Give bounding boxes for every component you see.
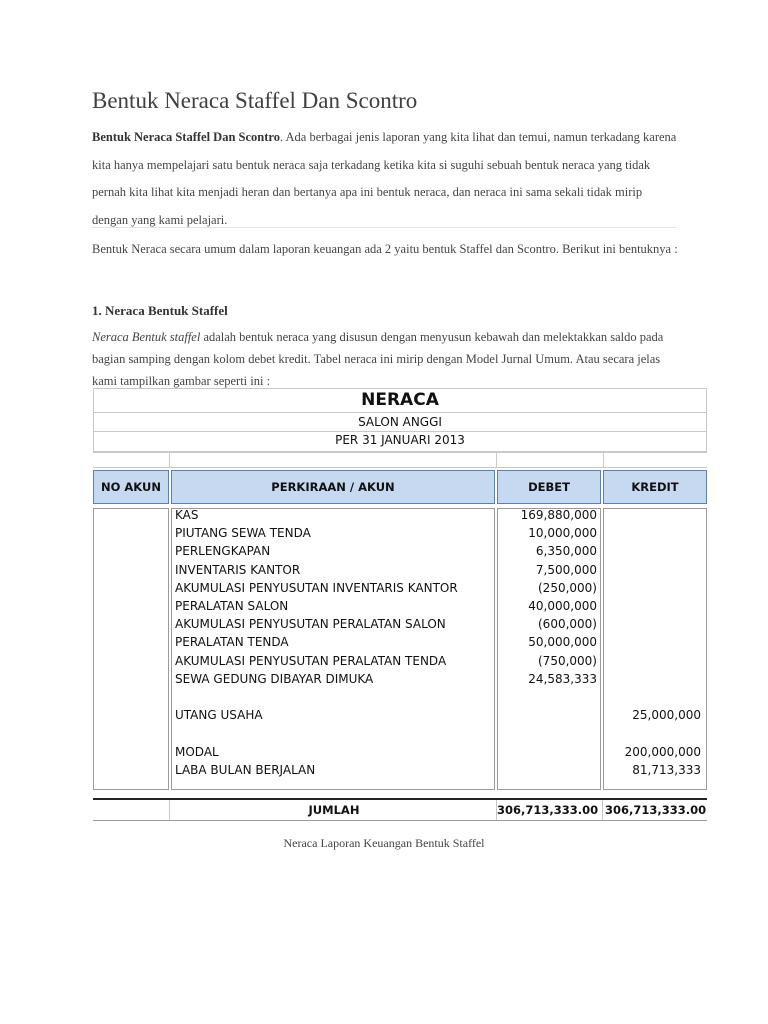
col-header-debet: DEBET (497, 470, 601, 504)
account-name (175, 724, 493, 742)
divider (92, 227, 676, 228)
account-name: PIUTANG SEWA TENDA (175, 526, 311, 541)
debet-value: (250,000) (538, 580, 597, 595)
spacer-gridline (93, 452, 707, 453)
debet-value: 50,000,000 (528, 635, 597, 650)
account-name: PERLENGKAPAN (175, 544, 271, 559)
table-row (93, 706, 707, 724)
debet-value (497, 706, 597, 724)
balance-sheet-image (93, 388, 707, 818)
kredit-value (605, 506, 701, 524)
total-kredit: 306,713,333.00 (605, 803, 707, 817)
paragraph-3-italic-lead: Neraca Bentuk staffel (92, 330, 201, 344)
table-row (93, 688, 707, 706)
account-name: PERALATAN SALON (175, 599, 289, 613)
account-name: AKUMULASI PENYUSUTAN INVENTARIS KANTOR (175, 580, 458, 595)
total-gridline (602, 800, 603, 820)
table-row (93, 524, 707, 542)
account-name (175, 688, 493, 706)
paragraph-2: Bentuk Neraca secara umum dalam laporan keuangan ada 2 yaitu bentuk Staffel dan Scontro. Berikut ini bentuknya : (92, 242, 678, 256)
account-name: KAS (175, 508, 199, 522)
table-row (93, 743, 707, 761)
sheet-company: SALON ANGGI (358, 415, 442, 429)
intro-bold-lead: Bentuk Neraca Staffel Dan Scontro (92, 130, 280, 144)
kredit-value (605, 542, 701, 560)
paragraph-3 (92, 326, 682, 392)
spacer-gridline (603, 452, 604, 467)
account-name: LABA BULAN BERJALAN (175, 762, 316, 777)
kredit-value (605, 615, 701, 633)
kredit-value: 200,000,000 (624, 744, 701, 759)
sheet-date: PER 31 JANUARI 2013 (335, 433, 465, 447)
col-header-perkiraan: PERKIRAAN / AKUN (171, 470, 495, 504)
debet-value: 169,880,000 (520, 508, 597, 522)
table-row (93, 761, 707, 779)
account-name: AKUMULASI PENYUSUTAN PERALATAN SALON (175, 617, 446, 632)
kredit-value (605, 561, 701, 579)
account-name: MODAL (175, 744, 219, 759)
debet-value: (750,000) (538, 653, 597, 668)
spacer-gridline (169, 452, 170, 467)
table-row (93, 542, 707, 560)
table-row (93, 615, 707, 633)
debet-value: 7,500,000 (535, 562, 597, 577)
debet-value (497, 761, 597, 779)
debet-value: 6,350,000 (535, 544, 597, 559)
header-gridline (93, 412, 707, 413)
table-row (93, 561, 707, 579)
total-gridline (496, 800, 497, 820)
account-name: UTANG USAHA (175, 708, 263, 723)
table-row (93, 724, 707, 742)
kredit-value (605, 524, 701, 542)
sheet-title: NERACA (361, 390, 439, 410)
debet-value (497, 724, 597, 742)
intro-paragraph (92, 124, 678, 234)
debet-value (497, 743, 597, 761)
total-gridline (169, 800, 170, 820)
page-title: Bentuk Neraca Staffel Dan Scontro (92, 88, 418, 113)
kredit-value (605, 724, 701, 742)
account-name: PERALATAN TENDA (175, 635, 289, 650)
kredit-value (605, 597, 701, 615)
table-row (93, 670, 707, 688)
spacer-gridline (93, 467, 707, 468)
table-row (93, 506, 707, 524)
debet-value (497, 688, 597, 706)
table-row (93, 633, 707, 651)
col-header-kredit: KREDIT (603, 470, 707, 504)
spacer-gridline (496, 452, 497, 467)
table-row (93, 597, 707, 615)
total-debet: 306,713,333.00 (497, 803, 599, 817)
total-label: JUMLAH (308, 803, 360, 817)
debet-value: 40,000,000 (528, 599, 597, 613)
account-name: INVENTARIS KANTOR (175, 562, 301, 577)
debet-value: (600,000) (538, 617, 597, 632)
header-gridline (93, 431, 707, 432)
kredit-value (605, 652, 701, 670)
debet-value: 10,000,000 (528, 526, 597, 541)
intro-text: . Ada berbagai jenis laporan yang kita lihat dan temui, namun terkadang karena kita hanya mempelajari satu bentuk neraca saja terkadang ketika kita si suguhi sebuah bentuk neraca yang tidak pernah kita lihat kita menjadi heran dan bertanya apa ini bentuk neraca, dan neraca ini sama sekali tidak mirip dengan yang kami pelajari. (92, 130, 677, 227)
account-name: SEWA GEDUNG DIBAYAR DIMUKA (175, 671, 374, 686)
debet-value: 24,583,333 (528, 671, 597, 686)
kredit-value: 25,000,000 (632, 708, 701, 723)
account-name: AKUMULASI PENYUSUTAN PERALATAN TENDA (175, 653, 447, 668)
kredit-value (605, 688, 701, 706)
section-heading: 1. Neraca Bentuk Staffel (92, 303, 228, 318)
paragraph-3-text: adalah bentuk neraca yang disusun dengan menyusun kebawah dan melektakkan saldo pada bagian samping dengan kolom debet kredit. Tabel neraca ini mirip dengan Model Jurnal Umum. Atau secara jelas kami tampilkan gambar seperti ini : (92, 330, 664, 388)
kredit-value (605, 670, 701, 688)
kredit-value: 81,713,333 (632, 762, 701, 777)
table-row (93, 579, 707, 597)
total-row (93, 798, 707, 821)
figure-caption: Neraca Laporan Keuangan Bentuk Staffel (283, 836, 485, 850)
kredit-value (605, 579, 701, 597)
col-header-no-akun: NO AKUN (93, 470, 169, 504)
table-row (93, 652, 707, 670)
kredit-value (605, 633, 701, 651)
